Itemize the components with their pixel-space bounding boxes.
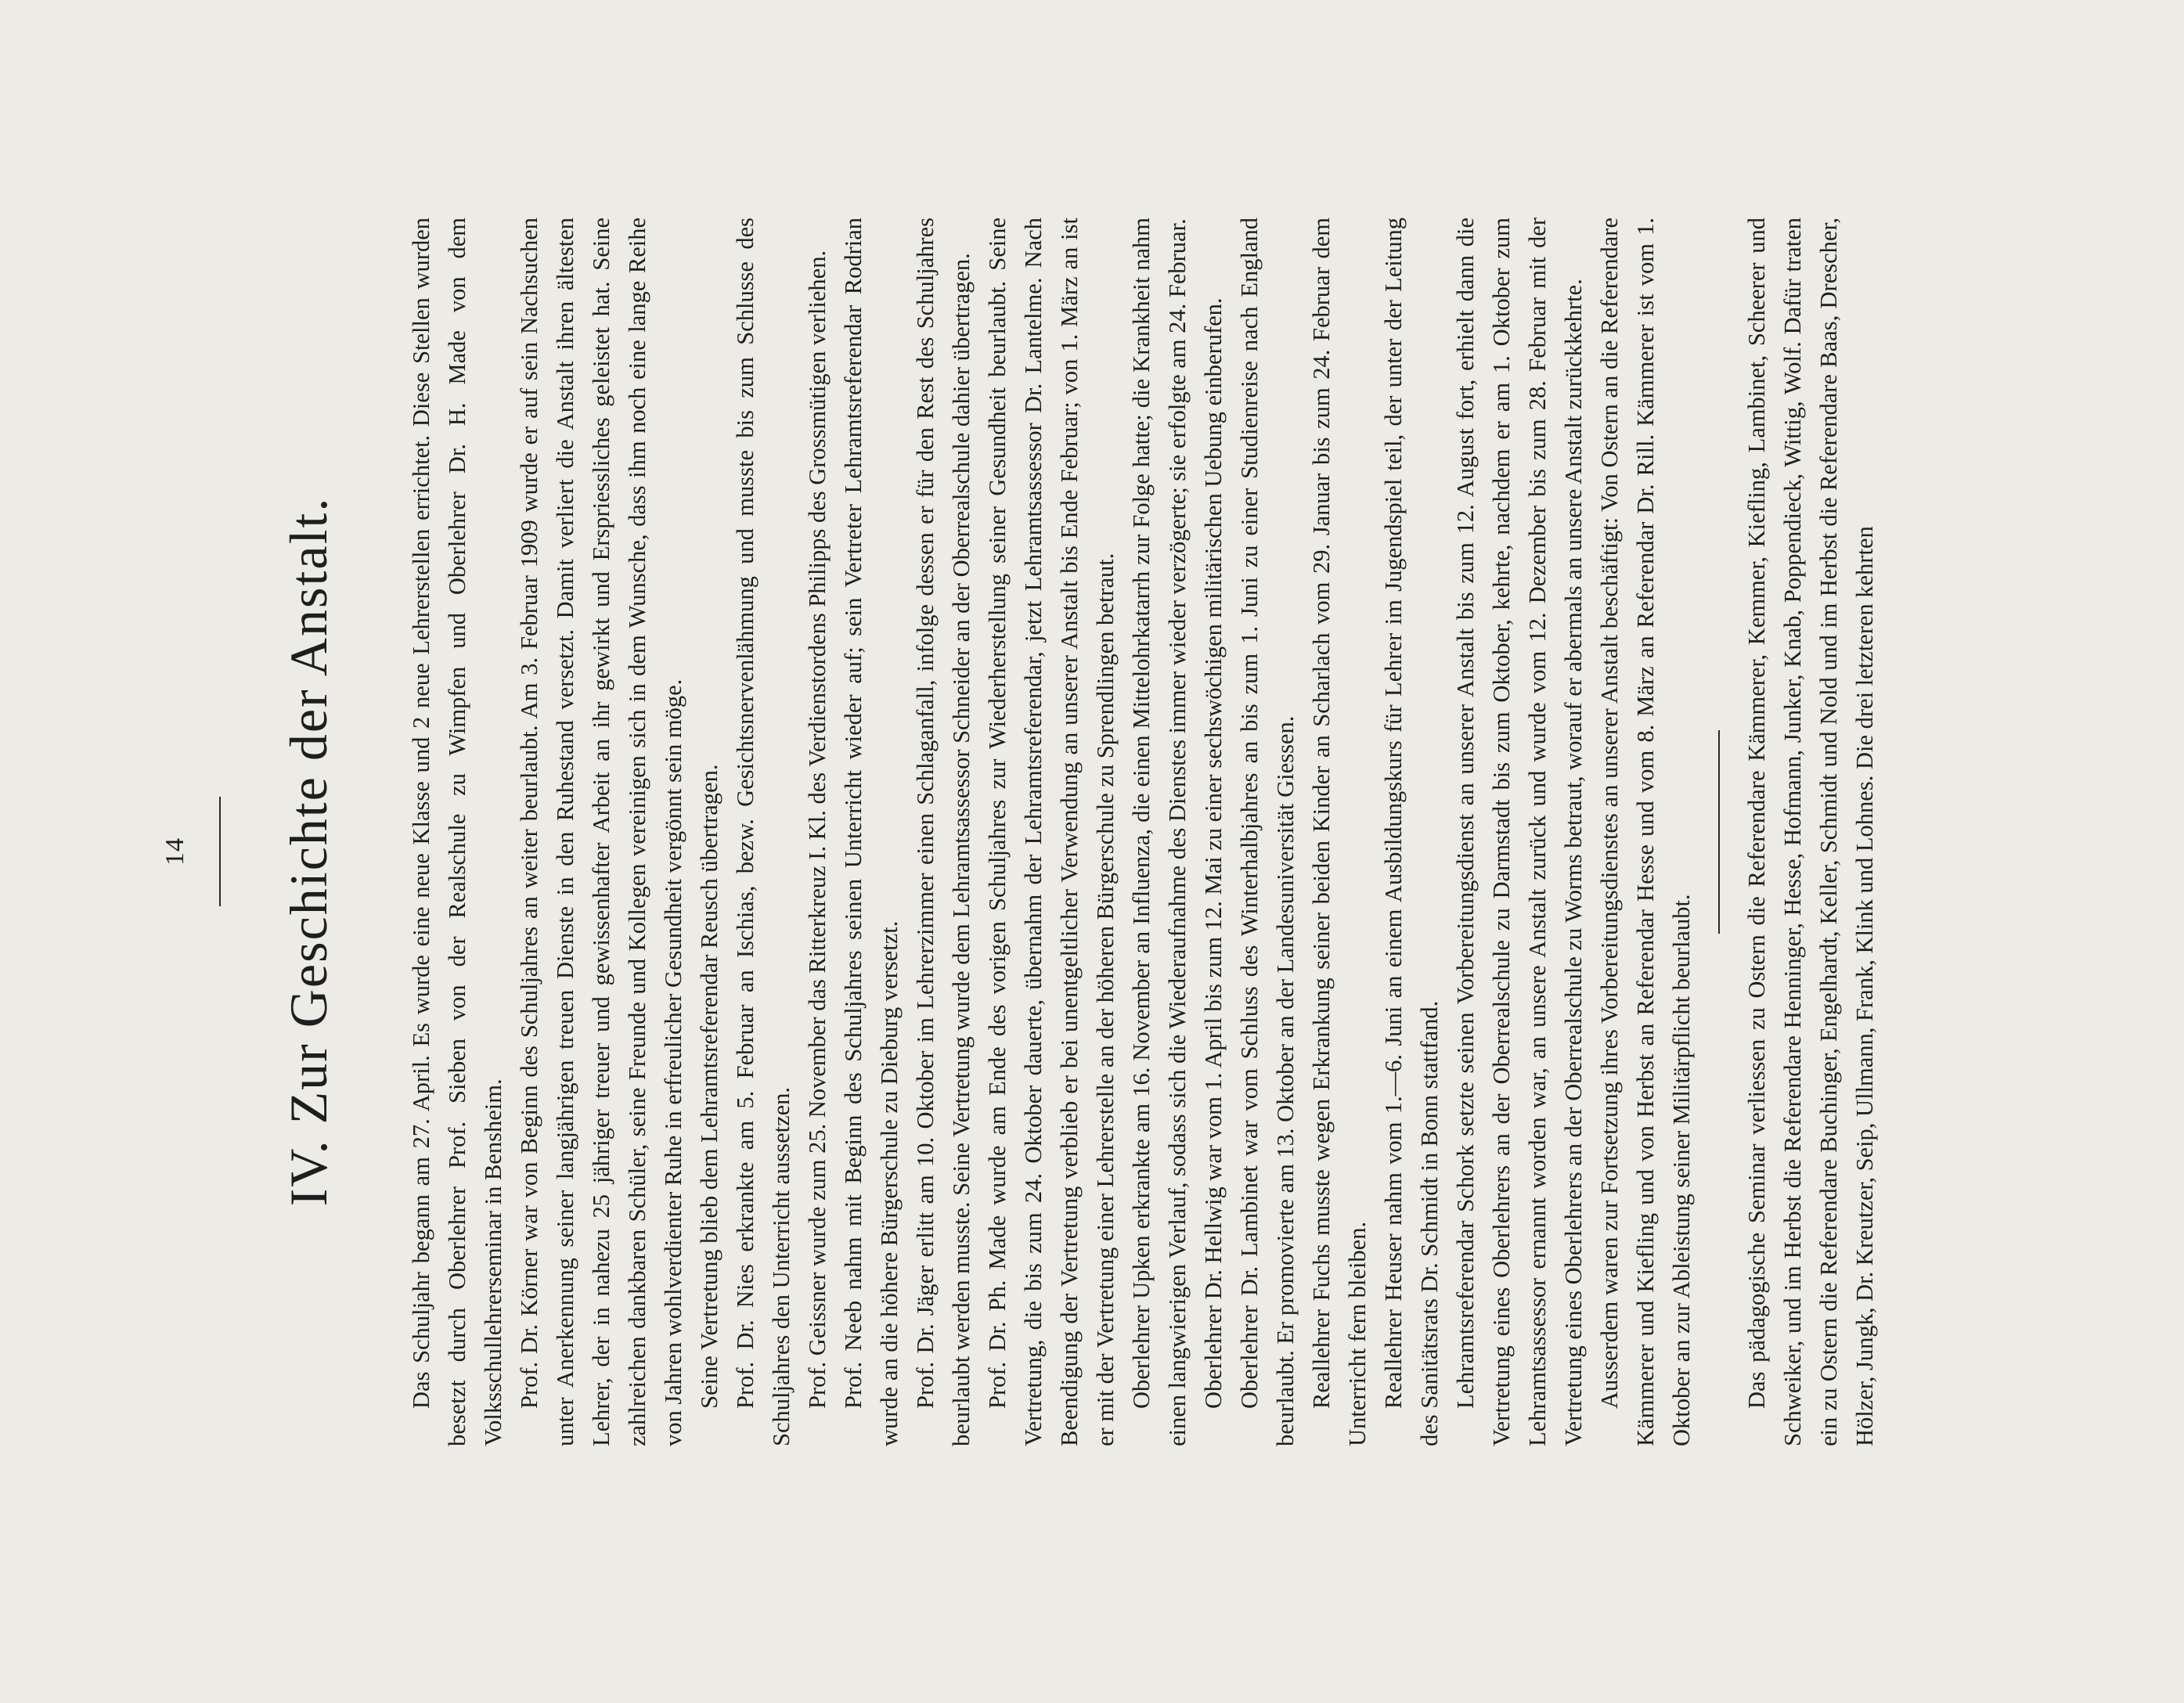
paragraph: Reallehrer Fuchs musste wegen Erkrankung seiner beiden Kinder an Scharlach vom 29. Januar bis zum 24. Februar dem Unterricht fern bleiben.: [1308, 218, 1371, 1446]
body-text: [403, 218, 1883, 1446]
paragraph: Seine Vertretung blieb dem Lehramtsreferendar Reusch übertragen.: [696, 764, 723, 1409]
rotated-document-page: [90, 108, 2094, 1595]
paragraph: Prof. Dr. Jäger erlitt am 10. Oktober im Lehrerzimmer einen Schlaganfall, infolge dessen er für den Rest des Schuljahres beurlaubt werden musste. Seine Vertretung wurde dem Lehramtsassessor Schneider an der Oberrealschule dahier übertragen.: [912, 218, 975, 1446]
paragraph: Prof. Dr. Nies erkrankte am 5. Februar an Ischias, bezw. Gesichtsnervenlähmung und musste bis zum Schlusse des Schuljahres den Unterricht aussetzen.: [732, 218, 795, 1446]
section-separator: [1718, 730, 1720, 934]
paragraph: Oberlehrer Upken erkrankte am 16. November an Influenza, die einen Mittelohrkatarrh zur Folge hatte; die Krankheit nahm einen langwierigen Verlauf, sodass sich die Wiederaufnahme des Dienstes immer wieder verzögerte; sie erfolgte am 24. Februar.: [1128, 218, 1191, 1446]
paragraph: Prof. Geissner wurde zum 25. November das Ritterkreuz I. Kl. des Verdienstordens Philipps des Grossmütigen verliehen.: [804, 250, 831, 1409]
paragraph: Oberlehrer Dr. Hellwig war vom 1. April bis zum 12. Mai zu einer sechswöchigen militärischen Uebung einberufen.: [1200, 297, 1227, 1409]
page-number: 14: [160, 837, 189, 866]
paragraph: Oberlehrer Dr. Lambinet war vom Schluss des Winterhalbjahres an bis zum 1. Juni zu einer Studienreise nach England beurlaubt. Er promovierte am 13. Oktober an der Landesuniversität Giessen.: [1236, 218, 1299, 1446]
paragraph: Das Schuljahr begann am 27. April. Es wurde eine neue Klasse und 2 neue Lehrerstellen errichtet. Diese Stellen wurden besetzt durch Oberlehrer Prof. Sieben von der Realschule zu Wimpfen und Oberlehrer Dr. H. Made von dem Volksschullehrerseminar in Bensheim.: [408, 218, 506, 1446]
closing-paragraph: Das pädagogische Seminar verliessen zu Ostern die Referendare Kämmerer, Kemmer, Kiefling, Lambinet, Scheerer und Schweiker, und im Herbst die Referendare Henninger, Hesse, Hofmann, Junker, Knab, Poppendieck, Wittig, Wolf. Dafür traten ein zu Ostern die Referendare Buchinger, Engelhardt, Keller, Schmidt und Nold und im Herbst die Referendare Baas, Drescher, Hölzer, Jungk, Dr. Kreutzer, Seip, Ullmann, Frank, Klink und Lohnes. Die drei letzteren kehrten: [1743, 218, 1878, 1446]
paragraph: Ausserdem waren zur Fortsetzung ihres Vorbereitungsdienstes an unserer Anstalt beschäftigt: Von Ostern an die Referendare Kämmerer und Kiefling und von Herbst an Referendar Hesse und vom 8. März an Referendar Dr. Rill. Kämmerer ist vom 1. Oktober an zur Ableistung seiner Militärpflicht beurlaubt.: [1596, 218, 1695, 1446]
paragraph: Prof. Neeb nahm mit Beginn des Schuljahres seinen Unterricht wieder auf; sein Vertreter Lehramtsreferendar Rodrian wurde an die höhere Bürgerschule zu Dieburg versetzt.: [840, 218, 903, 1446]
page-number-rule: [219, 797, 221, 906]
chapter-heading: IV. Zur Geschichte der Anstalt.: [279, 496, 338, 1207]
paragraph: Prof. Dr. Ph. Made wurde am Ende des vorigen Schuljahres zur Wiederherstellung seiner Gesundheit beurlaubt. Seine Vertretung, die bis zum 24. Oktober dauerte, übernahm der Lehramtsreferendar, jetzt Lehramtsassessor Dr. Lantelme. Nach Beendigung der Vertretung verblieb er bei unentgeltlicher Verwendung an unserer Anstalt bis Ende Februar; von 1. März an ist er mit der Vertretung einer Lehrerstelle an der höheren Bürgerschule zu Sprendlingen betraut.: [984, 218, 1119, 1446]
paragraph: Lehramtsreferendar Schork setzte seinen Vorbereitungsdienst an unserer Anstalt bis zum 12. August fort, erhielt dann die Vertretung eines Oberlehrers an der Oberrealschule zu Darmstadt bis zum Oktober, kehrte, nachdem er am 1. Oktober zum Lehramtsassessor ernannt worden war, an unsere Anstalt zurück und wurde vom 12. Dezember bis zum 28. Februar mit der Vertretung eines Oberlehrers an der Oberrealschule zu Worms betraut, worauf er abermals an unsere Anstalt zurückkehrte.: [1452, 218, 1587, 1446]
paragraph: Prof. Dr. Körner war von Beginn des Schuljahres an weiter beurlaubt. Am 3. Februar 1909 wurde er auf sein Nachsuchen unter Anerkennung seiner langjährigen treuen Dienste in den Ruhestand versetzt. Damit verliert die Anstalt ihren ältesten Lehrer, der in nahezu 25 jähriger treuer und gewissenhafter Arbeit an ihr gewirkt und Erspriessliches geleistet hat. Seine zahlreichen dankbaren Schüler, seine Freunde und Kollegen vereinigen sich in dem Wunsche, dass ihm noch eine lange Reihe von Jahren wohlverdienter Ruhe in erfreulicher Gesundheit vergönnt sein möge.: [516, 218, 687, 1446]
paragraph: Reallehrer Heuser nahm vom 1.—6. Juni an einem Ausbildungskurs für Lehrer im Jugendspiel teil, der unter der Leitung des Sanitätsrats Dr. Schmidt in Bonn stattfand.: [1380, 218, 1443, 1446]
